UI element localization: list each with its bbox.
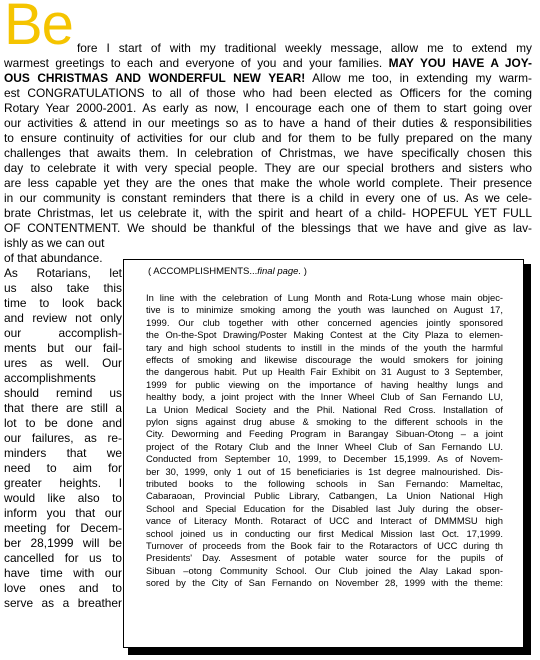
paragraph-line: our activities & attend in our meetings so as to have a hand of their duties & responsibilities bbox=[4, 116, 532, 130]
box-line: pylon signs against drug abuse & smoking to the different schools in the bbox=[146, 416, 503, 427]
box-line: tributed books to the following schools in San Fernando: Mameltac, bbox=[146, 478, 503, 489]
column-line: cancelled for us to bbox=[4, 551, 122, 565]
box-line: the On-the-Spot Drawing/Poster Making Contest at the City Plaza to elemen- bbox=[146, 329, 503, 341]
box-line: Presidents' Day. Assesment of potable water source for the pupils of bbox=[146, 552, 503, 564]
box-line: healthy body, a joint project with the Inner Wheel Club of San Fernando LU, bbox=[146, 391, 503, 403]
paragraph-text: warmest greetings to each and everyone of you and your families. bbox=[4, 56, 389, 70]
box-line: effects of smoking and likewise discourage the would smokers for joining bbox=[146, 354, 503, 365]
box-line: 1999 for public viewing on the importance of having healthy lungs and bbox=[146, 378, 503, 390]
paragraph-line: OF CONTENTMENT. We should be thankful of the blessings that we have and give as lav- bbox=[4, 221, 532, 235]
column-line: should remind us bbox=[4, 386, 122, 400]
paragraph-line: fore I start of with my traditional weekly message, allow me to extend my bbox=[77, 41, 532, 55]
column-line: our accomplish- bbox=[4, 326, 122, 340]
paragraph-line: day to celebrate it with very special people. They are our special brothers and sisters who bbox=[4, 161, 532, 175]
drop-cap: Be bbox=[4, 0, 73, 57]
column-line: love ones and to bbox=[4, 581, 122, 595]
box-line: Sibuan –otong Community School. Our Club joined the Alay Lakad spon- bbox=[146, 564, 503, 576]
paragraph-line: in our community is constant reminders that there is a child in every one of us. As we cele- bbox=[4, 191, 532, 205]
column-line: inform you that our bbox=[4, 506, 122, 520]
paragraph-emphasis: MAY YOU HAVE A JOY- bbox=[388, 56, 532, 70]
column-line: would like also to bbox=[4, 491, 122, 505]
column-line: need to aim for bbox=[4, 461, 122, 475]
column-line: of that abundance. bbox=[4, 251, 103, 265]
column-line: have time with our bbox=[4, 566, 122, 580]
column-line: As Rotarians, let bbox=[4, 266, 122, 280]
box-line: Conducted from September 10, 1999, to December 15,1999. As of Novem- bbox=[146, 453, 503, 465]
box-line: tary and high school students to instill in the minds of the youth the harmful bbox=[146, 341, 503, 353]
column-line: us also take this bbox=[4, 281, 122, 295]
box-line: sored by the City of San Fernando on November 28, 1999 with the theme: bbox=[146, 577, 503, 589]
box-title-suffix: ) bbox=[301, 266, 307, 277]
box-line: school joined us in conducting our first Medical Mission last Oct. 17,1999. bbox=[146, 527, 503, 539]
box-line: City. Deworming and Feeding Program in Barangay Sibuan-Otong – a joint bbox=[146, 428, 503, 440]
accomplishments-box bbox=[123, 259, 524, 648]
column-line: our failures, as re- bbox=[4, 431, 122, 445]
box-line: vance of Literacy Month. Rotaract of UCC and Interact of DMMMSU high bbox=[146, 515, 503, 527]
column-line: time to look back bbox=[4, 296, 122, 310]
paragraph-line: est CONGRATULATIONS to all of those who had been elected as Officers for the coming bbox=[4, 86, 532, 100]
box-line: project of the Rotary Club and the Inner Wheel Club of San Fernando LU. bbox=[146, 440, 503, 452]
box-line: Cabaraoan, Provincial Public Library, Catbangen, La Union National High bbox=[146, 490, 503, 502]
paragraph-line: Rotary Year 2000-2001. As early as now, I encourage each one of them to start going over bbox=[4, 101, 532, 115]
box-line: Turnover of proceeds from the Book fair to the Rotaractors of UCC during th bbox=[146, 540, 503, 551]
paragraph-line: brate Christmas, let us celebrate it, with the spirit and heart of a child- HOPEFUL YET FULL bbox=[4, 206, 532, 220]
box-line: La Union Medical Society and the Phil. National Red Cross. Installation of bbox=[146, 403, 503, 415]
column-line: accomplishments bbox=[4, 371, 96, 385]
paragraph-line bbox=[4, 71, 532, 86]
column-line: serve as a breather bbox=[4, 596, 122, 610]
box-title-prefix: ( ACCOMPLISHMENTS... bbox=[148, 266, 258, 277]
column-line: ures as well. Our bbox=[4, 356, 122, 370]
column-line: ishly as we can out bbox=[4, 236, 105, 250]
box-line: 1999. Our club together with other concerned agencies jointly sponsored bbox=[146, 316, 503, 328]
paragraph-text: Allow me too, in extending my warm- bbox=[305, 71, 532, 85]
box-title-italic: final page. bbox=[257, 266, 302, 277]
box-line: In line with the celebration of Lung Month and Rota-Lung whose main objec- bbox=[146, 292, 503, 303]
box-line: ber 30, 1999, only 1 out of 15 beneficiaries is 1st degree malnourished. Dis- bbox=[146, 465, 503, 477]
box-line: School and Special Education for the Disabled last July during the obser- bbox=[146, 502, 503, 514]
column-line: that there are still a bbox=[4, 401, 122, 415]
column-line: ber 28,1999 will be bbox=[4, 536, 122, 550]
column-line: ments but our fail- bbox=[4, 341, 122, 355]
column-line: lot to be done and bbox=[4, 416, 122, 430]
box-line: tive is to minimize smoking among the youth was launched on August 17, bbox=[146, 304, 503, 316]
column-line: minders that we bbox=[4, 446, 122, 460]
box-line: the dangerous habit. Put up Health Fair Exhibit on 31 August to 3 September, bbox=[146, 366, 503, 378]
paragraph-line: to ensure continuity of activities for our club and for them to be fully prepared on the many bbox=[4, 131, 532, 145]
paragraph-line bbox=[4, 56, 532, 71]
box-title bbox=[148, 266, 307, 278]
paragraph-line: challenges that awaits them. In celebration of Christmas, we have specifically chosen this bbox=[4, 146, 532, 160]
column-line: meeting for Decem- bbox=[4, 521, 122, 535]
column-line: and review not only bbox=[4, 311, 122, 325]
paragraph-emphasis: OUS CHRISTMAS AND WONDERFUL NEW YEAR! bbox=[4, 71, 306, 85]
column-line: greater heights. I bbox=[4, 476, 122, 490]
paragraph-line: are less capable yet they are the ones that make the whole world complete. Their presence bbox=[4, 176, 532, 190]
